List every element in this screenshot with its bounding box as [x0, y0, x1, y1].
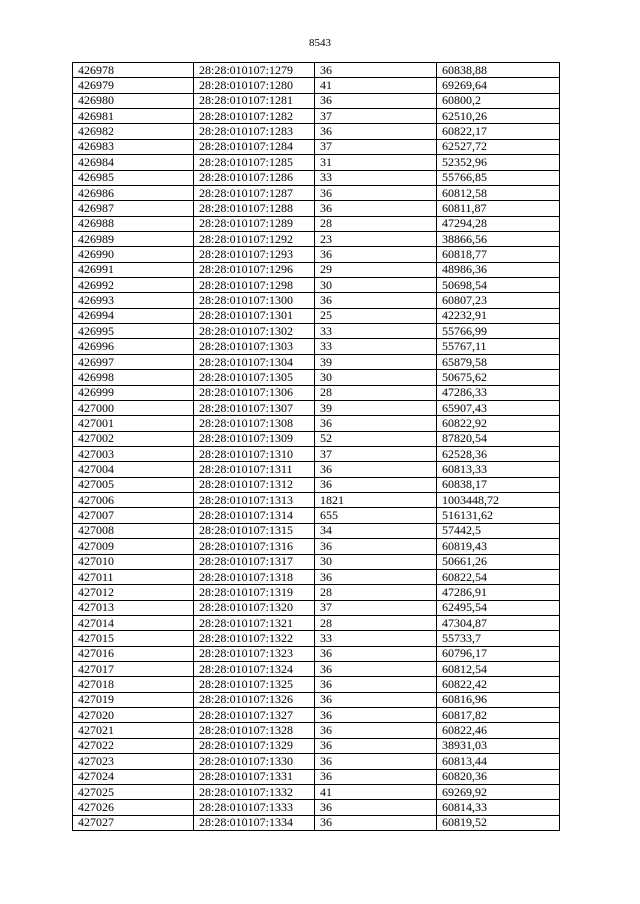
value-cell: 47286,33 [437, 385, 560, 400]
table-row [73, 139, 560, 154]
value-cell: 516131,62 [437, 508, 560, 523]
cadastral-number-cell: 28:28:010107:1307 [194, 400, 315, 415]
record-number-cell: 427007 [73, 508, 194, 523]
table-row [73, 185, 560, 200]
table-row [73, 708, 560, 723]
cadastral-number-cell: 28:28:010107:1322 [194, 631, 315, 646]
value-cell: 60812,54 [437, 662, 560, 677]
record-number-cell: 427027 [73, 815, 194, 830]
table-row [73, 446, 560, 461]
table-row [73, 262, 560, 277]
value-cell: 47304,87 [437, 615, 560, 630]
area-cell: 52 [315, 431, 437, 446]
area-cell: 41 [315, 78, 437, 93]
table-row [73, 308, 560, 323]
table-row [73, 293, 560, 308]
record-number-cell: 426997 [73, 354, 194, 369]
area-cell: 1821 [315, 493, 437, 508]
cadastral-number-cell: 28:28:010107:1288 [194, 201, 315, 216]
table-row [73, 600, 560, 615]
record-number-cell: 427010 [73, 554, 194, 569]
record-number-cell: 426993 [73, 293, 194, 308]
table-row [73, 784, 560, 799]
area-cell: 36 [315, 800, 437, 815]
area-cell: 36 [315, 93, 437, 108]
area-cell: 655 [315, 508, 437, 523]
table-row [73, 646, 560, 661]
table-row [73, 615, 560, 630]
area-cell: 28 [315, 585, 437, 600]
value-cell: 69269,92 [437, 784, 560, 799]
table-row [73, 201, 560, 216]
area-cell: 29 [315, 262, 437, 277]
area-cell: 37 [315, 139, 437, 154]
cadastral-number-cell: 28:28:010107:1280 [194, 78, 315, 93]
area-cell: 36 [315, 201, 437, 216]
cadastral-number-cell: 28:28:010107:1331 [194, 769, 315, 784]
value-cell: 60807,23 [437, 293, 560, 308]
record-number-cell: 427019 [73, 692, 194, 707]
value-cell: 65907,43 [437, 400, 560, 415]
value-cell: 50698,54 [437, 278, 560, 293]
cadastral-number-cell: 28:28:010107:1317 [194, 554, 315, 569]
value-cell: 1003448,72 [437, 493, 560, 508]
area-cell: 37 [315, 600, 437, 615]
cadastral-number-cell: 28:28:010107:1318 [194, 569, 315, 584]
cadastral-number-cell: 28:28:010107:1303 [194, 339, 315, 354]
value-cell: 60822,17 [437, 124, 560, 139]
area-cell: 33 [315, 631, 437, 646]
cadastral-number-cell: 28:28:010107:1306 [194, 385, 315, 400]
cadastral-number-cell: 28:28:010107:1310 [194, 446, 315, 461]
table-row [73, 78, 560, 93]
table-row [73, 155, 560, 170]
table-row [73, 493, 560, 508]
record-number-cell: 426990 [73, 247, 194, 262]
area-cell: 36 [315, 723, 437, 738]
cadastral-number-cell: 28:28:010107:1286 [194, 170, 315, 185]
value-cell: 60838,17 [437, 477, 560, 492]
value-cell: 48986,36 [437, 262, 560, 277]
value-cell: 60838,88 [437, 63, 560, 78]
table-row [73, 508, 560, 523]
table-row [73, 585, 560, 600]
value-cell: 47286,91 [437, 585, 560, 600]
cadastral-number-cell: 28:28:010107:1332 [194, 784, 315, 799]
value-cell: 57442,5 [437, 523, 560, 538]
area-cell: 36 [315, 185, 437, 200]
value-cell: 60820,36 [437, 769, 560, 784]
area-cell: 36 [315, 416, 437, 431]
cadastral-number-cell: 28:28:010107:1285 [194, 155, 315, 170]
cadastral-number-cell: 28:28:010107:1330 [194, 754, 315, 769]
table-row [73, 631, 560, 646]
cadastral-number-cell: 28:28:010107:1334 [194, 815, 315, 830]
cadastral-number-cell: 28:28:010107:1281 [194, 93, 315, 108]
value-cell: 60814,33 [437, 800, 560, 815]
area-cell: 31 [315, 155, 437, 170]
table-row [73, 93, 560, 108]
area-cell: 36 [315, 247, 437, 262]
record-number-cell: 427015 [73, 631, 194, 646]
area-cell: 36 [315, 63, 437, 78]
table-row [73, 385, 560, 400]
table-row [73, 400, 560, 415]
record-number-cell: 427011 [73, 569, 194, 584]
record-number-cell: 427004 [73, 462, 194, 477]
table-row [73, 416, 560, 431]
value-cell: 55733,7 [437, 631, 560, 646]
area-cell: 36 [315, 754, 437, 769]
value-cell: 62527,72 [437, 139, 560, 154]
record-number-cell: 426991 [73, 262, 194, 277]
registry-table [72, 62, 560, 831]
table-row [73, 523, 560, 538]
record-number-cell: 426995 [73, 324, 194, 339]
cadastral-number-cell: 28:28:010107:1292 [194, 231, 315, 246]
value-cell: 60819,43 [437, 539, 560, 554]
record-number-cell: 426986 [73, 185, 194, 200]
value-cell: 42232,91 [437, 308, 560, 323]
cadastral-number-cell: 28:28:010107:1329 [194, 738, 315, 753]
record-number-cell: 426994 [73, 308, 194, 323]
cadastral-number-cell: 28:28:010107:1320 [194, 600, 315, 615]
table-row [73, 754, 560, 769]
cadastral-number-cell: 28:28:010107:1289 [194, 216, 315, 231]
cadastral-number-cell: 28:28:010107:1309 [194, 431, 315, 446]
area-cell: 39 [315, 400, 437, 415]
cadastral-number-cell: 28:28:010107:1324 [194, 662, 315, 677]
area-cell: 33 [315, 339, 437, 354]
table-row [73, 370, 560, 385]
area-cell: 36 [315, 293, 437, 308]
record-number-cell: 426998 [73, 370, 194, 385]
area-cell: 25 [315, 308, 437, 323]
value-cell: 55766,99 [437, 324, 560, 339]
value-cell: 60800,2 [437, 93, 560, 108]
value-cell: 65879,58 [437, 354, 560, 369]
record-number-cell: 426988 [73, 216, 194, 231]
table-row [73, 124, 560, 139]
record-number-cell: 427001 [73, 416, 194, 431]
record-number-cell: 427008 [73, 523, 194, 538]
registry-table-body [73, 63, 560, 831]
record-number-cell: 427000 [73, 400, 194, 415]
value-cell: 60822,54 [437, 569, 560, 584]
record-number-cell: 426989 [73, 231, 194, 246]
value-cell: 62495,54 [437, 600, 560, 615]
cadastral-number-cell: 28:28:010107:1293 [194, 247, 315, 262]
cadastral-number-cell: 28:28:010107:1315 [194, 523, 315, 538]
value-cell: 60816,96 [437, 692, 560, 707]
record-number-cell: 427014 [73, 615, 194, 630]
table-row [73, 216, 560, 231]
record-number-cell: 427023 [73, 754, 194, 769]
value-cell: 55766,85 [437, 170, 560, 185]
table-row [73, 477, 560, 492]
area-cell: 36 [315, 646, 437, 661]
area-cell: 33 [315, 170, 437, 185]
value-cell: 60796,17 [437, 646, 560, 661]
cadastral-number-cell: 28:28:010107:1313 [194, 493, 315, 508]
cadastral-number-cell: 28:28:010107:1282 [194, 109, 315, 124]
area-cell: 37 [315, 109, 437, 124]
area-cell: 36 [315, 539, 437, 554]
value-cell: 60817,82 [437, 708, 560, 723]
area-cell: 36 [315, 769, 437, 784]
area-cell: 28 [315, 385, 437, 400]
area-cell: 33 [315, 324, 437, 339]
area-cell: 36 [315, 569, 437, 584]
value-cell: 50675,62 [437, 370, 560, 385]
table-row [73, 662, 560, 677]
cadastral-number-cell: 28:28:010107:1327 [194, 708, 315, 723]
cadastral-number-cell: 28:28:010107:1321 [194, 615, 315, 630]
value-cell: 69269,64 [437, 78, 560, 93]
value-cell: 47294,28 [437, 216, 560, 231]
cadastral-number-cell: 28:28:010107:1325 [194, 677, 315, 692]
record-number-cell: 427017 [73, 662, 194, 677]
record-number-cell: 426979 [73, 78, 194, 93]
record-number-cell: 426992 [73, 278, 194, 293]
area-cell: 23 [315, 231, 437, 246]
record-number-cell: 427016 [73, 646, 194, 661]
record-number-cell: 426999 [73, 385, 194, 400]
table-row [73, 692, 560, 707]
area-cell: 36 [315, 738, 437, 753]
record-number-cell: 427020 [73, 708, 194, 723]
cadastral-number-cell: 28:28:010107:1314 [194, 508, 315, 523]
table-row [73, 554, 560, 569]
cadastral-number-cell: 28:28:010107:1308 [194, 416, 315, 431]
cadastral-number-cell: 28:28:010107:1319 [194, 585, 315, 600]
cadastral-number-cell: 28:28:010107:1302 [194, 324, 315, 339]
value-cell: 38866,56 [437, 231, 560, 246]
cadastral-number-cell: 28:28:010107:1333 [194, 800, 315, 815]
table-row [73, 539, 560, 554]
table-row [73, 324, 560, 339]
area-cell: 36 [315, 677, 437, 692]
table-row [73, 339, 560, 354]
cadastral-number-cell: 28:28:010107:1304 [194, 354, 315, 369]
value-cell: 52352,96 [437, 155, 560, 170]
table-row [73, 569, 560, 584]
table-row [73, 63, 560, 78]
record-number-cell: 427013 [73, 600, 194, 615]
table-row [73, 769, 560, 784]
value-cell: 60812,58 [437, 185, 560, 200]
area-cell: 36 [315, 708, 437, 723]
cadastral-number-cell: 28:28:010107:1301 [194, 308, 315, 323]
table-row [73, 815, 560, 830]
table-row [73, 800, 560, 815]
value-cell: 38931,03 [437, 738, 560, 753]
area-cell: 37 [315, 446, 437, 461]
record-number-cell: 427003 [73, 446, 194, 461]
table-row [73, 462, 560, 477]
record-number-cell: 427026 [73, 800, 194, 815]
area-cell: 36 [315, 815, 437, 830]
table-row [73, 247, 560, 262]
cadastral-number-cell: 28:28:010107:1279 [194, 63, 315, 78]
record-number-cell: 427021 [73, 723, 194, 738]
record-number-cell: 426978 [73, 63, 194, 78]
value-cell: 55767,11 [437, 339, 560, 354]
record-number-cell: 427018 [73, 677, 194, 692]
area-cell: 39 [315, 354, 437, 369]
value-cell: 50661,26 [437, 554, 560, 569]
record-number-cell: 427006 [73, 493, 194, 508]
table-row [73, 723, 560, 738]
record-number-cell: 426996 [73, 339, 194, 354]
table-row [73, 677, 560, 692]
value-cell: 60822,46 [437, 723, 560, 738]
area-cell: 36 [315, 477, 437, 492]
record-number-cell: 426982 [73, 124, 194, 139]
record-number-cell: 426980 [73, 93, 194, 108]
page-number: 8543 [309, 37, 331, 49]
cadastral-number-cell: 28:28:010107:1316 [194, 539, 315, 554]
cadastral-number-cell: 28:28:010107:1284 [194, 139, 315, 154]
area-cell: 36 [315, 662, 437, 677]
record-number-cell: 427022 [73, 738, 194, 753]
area-cell: 41 [315, 784, 437, 799]
value-cell: 60819,52 [437, 815, 560, 830]
table-row [73, 738, 560, 753]
value-cell: 62510,26 [437, 109, 560, 124]
cadastral-number-cell: 28:28:010107:1328 [194, 723, 315, 738]
area-cell: 34 [315, 523, 437, 538]
value-cell: 60822,42 [437, 677, 560, 692]
table-row [73, 431, 560, 446]
area-cell: 30 [315, 370, 437, 385]
area-cell: 36 [315, 124, 437, 139]
cadastral-number-cell: 28:28:010107:1312 [194, 477, 315, 492]
record-number-cell: 427025 [73, 784, 194, 799]
record-number-cell: 427012 [73, 585, 194, 600]
record-number-cell: 427005 [73, 477, 194, 492]
value-cell: 60811,87 [437, 201, 560, 216]
area-cell: 30 [315, 554, 437, 569]
record-number-cell: 427024 [73, 769, 194, 784]
area-cell: 30 [315, 278, 437, 293]
cadastral-number-cell: 28:28:010107:1305 [194, 370, 315, 385]
record-number-cell: 426987 [73, 201, 194, 216]
table-row [73, 278, 560, 293]
cadastral-number-cell: 28:28:010107:1298 [194, 278, 315, 293]
record-number-cell: 426985 [73, 170, 194, 185]
record-number-cell: 426981 [73, 109, 194, 124]
cadastral-number-cell: 28:28:010107:1323 [194, 646, 315, 661]
record-number-cell: 426984 [73, 155, 194, 170]
table-row [73, 170, 560, 185]
value-cell: 60813,33 [437, 462, 560, 477]
area-cell: 36 [315, 462, 437, 477]
cadastral-number-cell: 28:28:010107:1283 [194, 124, 315, 139]
value-cell: 60813,44 [437, 754, 560, 769]
value-cell: 62528,36 [437, 446, 560, 461]
record-number-cell: 427009 [73, 539, 194, 554]
table-row [73, 354, 560, 369]
value-cell: 60818,77 [437, 247, 560, 262]
table-row [73, 109, 560, 124]
table-row [73, 231, 560, 246]
cadastral-number-cell: 28:28:010107:1296 [194, 262, 315, 277]
area-cell: 28 [315, 216, 437, 231]
area-cell: 28 [315, 615, 437, 630]
cadastral-number-cell: 28:28:010107:1326 [194, 692, 315, 707]
cadastral-number-cell: 28:28:010107:1300 [194, 293, 315, 308]
record-number-cell: 426983 [73, 139, 194, 154]
area-cell: 36 [315, 692, 437, 707]
value-cell: 87820,54 [437, 431, 560, 446]
cadastral-number-cell: 28:28:010107:1311 [194, 462, 315, 477]
record-number-cell: 427002 [73, 431, 194, 446]
cadastral-number-cell: 28:28:010107:1287 [194, 185, 315, 200]
value-cell: 60822,92 [437, 416, 560, 431]
